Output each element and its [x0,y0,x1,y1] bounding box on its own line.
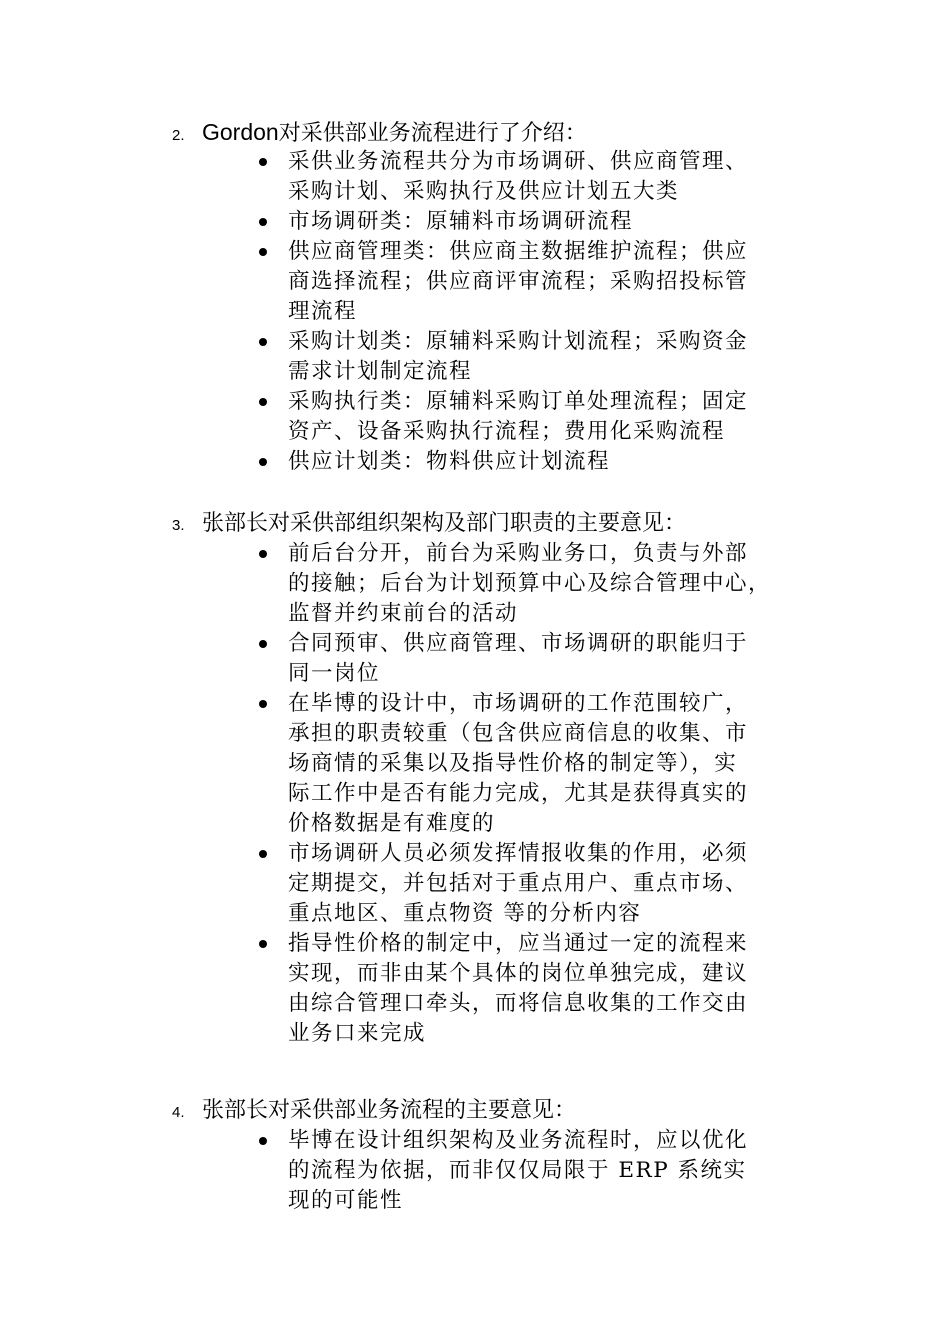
bullet-icon [259,850,267,858]
list-item: 指导性价格的制定中，应当通过一定的流程来 实现，而非由某个具体的岗位单独完成，建议 由综合管理口牵头，而将信息收集的工作交由 业务口来完成 [172,929,832,1049]
list-item: 采购执行类：原辅料采购订单处理流程；固定 资产、设备采购执行流程；费用化采购流程 [172,387,832,447]
list-item: 在毕博的设计中，市场调研的工作范围较广， 承担的职责较重（包含供应商信息的收集、市 场商情的采集以及指导性价格的制定等），实 际工作中是否有能力完成，尤其是获得真实的 价格数据是有难度的 [172,689,832,839]
bullet-icon [259,398,267,406]
bullet-icon [259,158,267,166]
section-number: 2. [172,127,185,144]
list-item: 前后台分开，前台为采购业务口，负责与外部 的接触；后台为计划预算中心及综合管理中心， 监督并约束前台的活动 [172,539,832,629]
bullet-list [172,147,832,477]
bullet-icon [259,940,267,948]
bullet-icon [259,640,267,648]
section-number: 4. [172,1104,185,1121]
bullet-icon [259,458,267,466]
section-number: 3. [172,517,185,534]
heading-text: 对采供部业务流程进行了介绍： [278,121,587,146]
bullet-list [172,1126,832,1216]
heading-text: 张部长对采供部业务流程的主要意见： [202,1098,577,1123]
section-heading [172,509,832,539]
section-heading [172,1096,832,1126]
list-item: 市场调研类：原辅料市场调研流程 [172,207,832,237]
heading-text: 张部长对采供部组织架构及部门职责的主要意见： [202,511,687,536]
bullet-icon [259,218,267,226]
bullet-icon [259,700,267,708]
section-heading [172,117,832,147]
bullet-icon [259,248,267,256]
section-3 [172,509,832,1049]
heading-name: Gordon [202,119,279,145]
list-item: 毕博在设计组织架构及业务流程时，应以优化 的流程为依据，而非仅仅局限于 ERP 系统实 现的可能性 [172,1126,832,1216]
list-item: 供应计划类：物料供应计划流程 [172,447,832,477]
section-4 [172,1096,832,1216]
section-2 [172,117,832,477]
bullet-icon [259,1137,267,1145]
bullet-list [172,539,832,1049]
bullet-icon [259,550,267,558]
bullet-icon [259,338,267,346]
list-item: 供应商管理类：供应商主数据维护流程；供应 商选择流程；供应商评审流程；采购招投标管 理流程 [172,237,832,327]
list-item: 市场调研人员必须发挥情报收集的作用，必须 定期提交，并包括对于重点用户、重点市场、 重点地区、重点物资 等的分析内容 [172,839,832,929]
list-item: 采供业务流程共分为市场调研、供应商管理、 采购计划、采购执行及供应计划五大类 [172,147,832,207]
list-item: 采购计划类：原辅料采购计划流程；采购资金 需求计划制定流程 [172,327,832,387]
list-item: 合同预审、供应商管理、市场调研的职能归于 同一岗位 [172,629,832,689]
